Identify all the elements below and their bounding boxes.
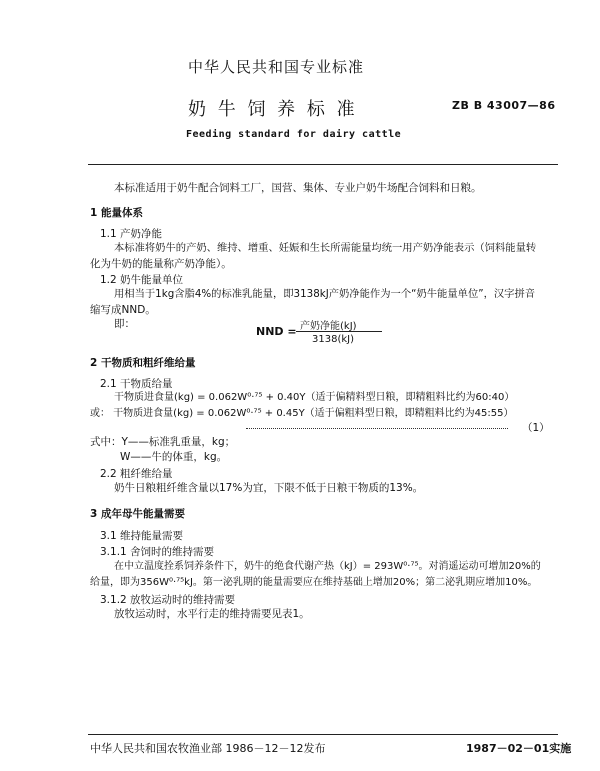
standard-code: ZB B 43007—86 (452, 99, 556, 112)
section-1-1-heading: 1.1 产奶净能 (100, 228, 163, 240)
section-1-1-line2: 化为牛奶的能量称产奶净能）。 (90, 258, 232, 270)
nnd-formula-denominator: 3138(kJ) (312, 334, 354, 345)
section-1-1-line1: 本标准将奶牛的产奶、维持、增重、妊娠和生长所需能量均统一用产奶净能表示（饲料能量转 (114, 242, 537, 254)
section-2-1-line1: 干物质进食量(kg) = 0.062W⁰·⁷⁵ + 0.40Y（适于偏精料型日粮，即精粗料比约为60:40） (114, 392, 515, 403)
document-title: 奶 牛 饲 养 标 准 (188, 99, 358, 120)
section-1-2-heading: 1.2 奶牛能量单位 (100, 274, 184, 286)
section-3-1-heading: 3.1 维持能量需要 (100, 530, 184, 542)
where-y-definition: 式中：Y——标准乳重量，kg； (90, 436, 236, 448)
header-divider (88, 164, 558, 165)
section-2-2-heading: 2.2 粗纤维给量 (100, 468, 173, 480)
footer-divider (88, 734, 558, 735)
section-3-1-1-line1: 在中立温度拴系饲养条件下，奶牛的绝食代谢产热（kJ）= 293W⁰·⁷⁵。对消遥运动可增加20%的 (114, 561, 541, 572)
nnd-formula-lhs: NND = (256, 325, 297, 338)
english-title: Feeding standard for dairy cattle (186, 129, 402, 140)
issuing-authority: 中华人民共和国专业标准 (188, 58, 365, 76)
section-1-2-line1: 用相当于1kg含脂4%的标准乳能量，即3138kJ产奶净能作为一个“奶牛能量单位”，汉字拼音 (114, 288, 536, 300)
section-1-2-line3: 即： (114, 318, 135, 330)
scope-paragraph: 本标准适用于奶牛配合饲料工厂，国营、集体、专业户奶牛场配合饲料和日粮。 (114, 182, 482, 194)
section-2-2-line1: 奶牛日粮粗纤维含量以17%为宜，下限不低于日粮干物质的13%。 (114, 482, 424, 494)
nnd-fraction-bar (296, 331, 382, 332)
section-3-1-2-line1: 放牧运动时，水平行走的维持需要见表1。 (114, 608, 310, 620)
section-2-1-line2: 或： 干物质进食量(kg) = 0.062W⁰·⁷⁵ + 0.45Y（适于偏粗料型日粮，即精粗料比约为45:55） (90, 408, 514, 419)
section-3-heading: 3 成年母牛能量需要 (90, 508, 185, 520)
nnd-formula-numerator: 产奶净能(kJ) (300, 321, 357, 332)
equation-number: （1） (522, 422, 550, 434)
section-2-heading: 2 干物质和粗纤维给量 (90, 357, 196, 369)
where-w-definition: W——牛的体重，kg。 (120, 451, 228, 463)
section-1-heading: 1 能量体系 (90, 207, 143, 219)
section-3-1-2-heading: 3.1.2 放牧运动时的维持需要 (100, 594, 236, 606)
equation-leader-dots (246, 428, 508, 429)
section-2-1-heading: 2.1 干物质给量 (100, 378, 173, 390)
section-1-2-line2: 缩写成NND。 (90, 304, 156, 316)
section-3-1-1-line2: 给量，即为356W⁰·⁷⁵kJ。第一泌乳期的能量需要应在维持基础上增加20%；第二泌乳期应增加10%。 (90, 577, 538, 588)
effective-date: 1987－02－01实施 (466, 742, 572, 755)
section-3-1-1-heading: 3.1.1 舍饲时的维持需要 (100, 546, 215, 558)
issuer-and-date: 中华人民共和国农牧渔业部 1986－12－12发布 (90, 742, 326, 755)
